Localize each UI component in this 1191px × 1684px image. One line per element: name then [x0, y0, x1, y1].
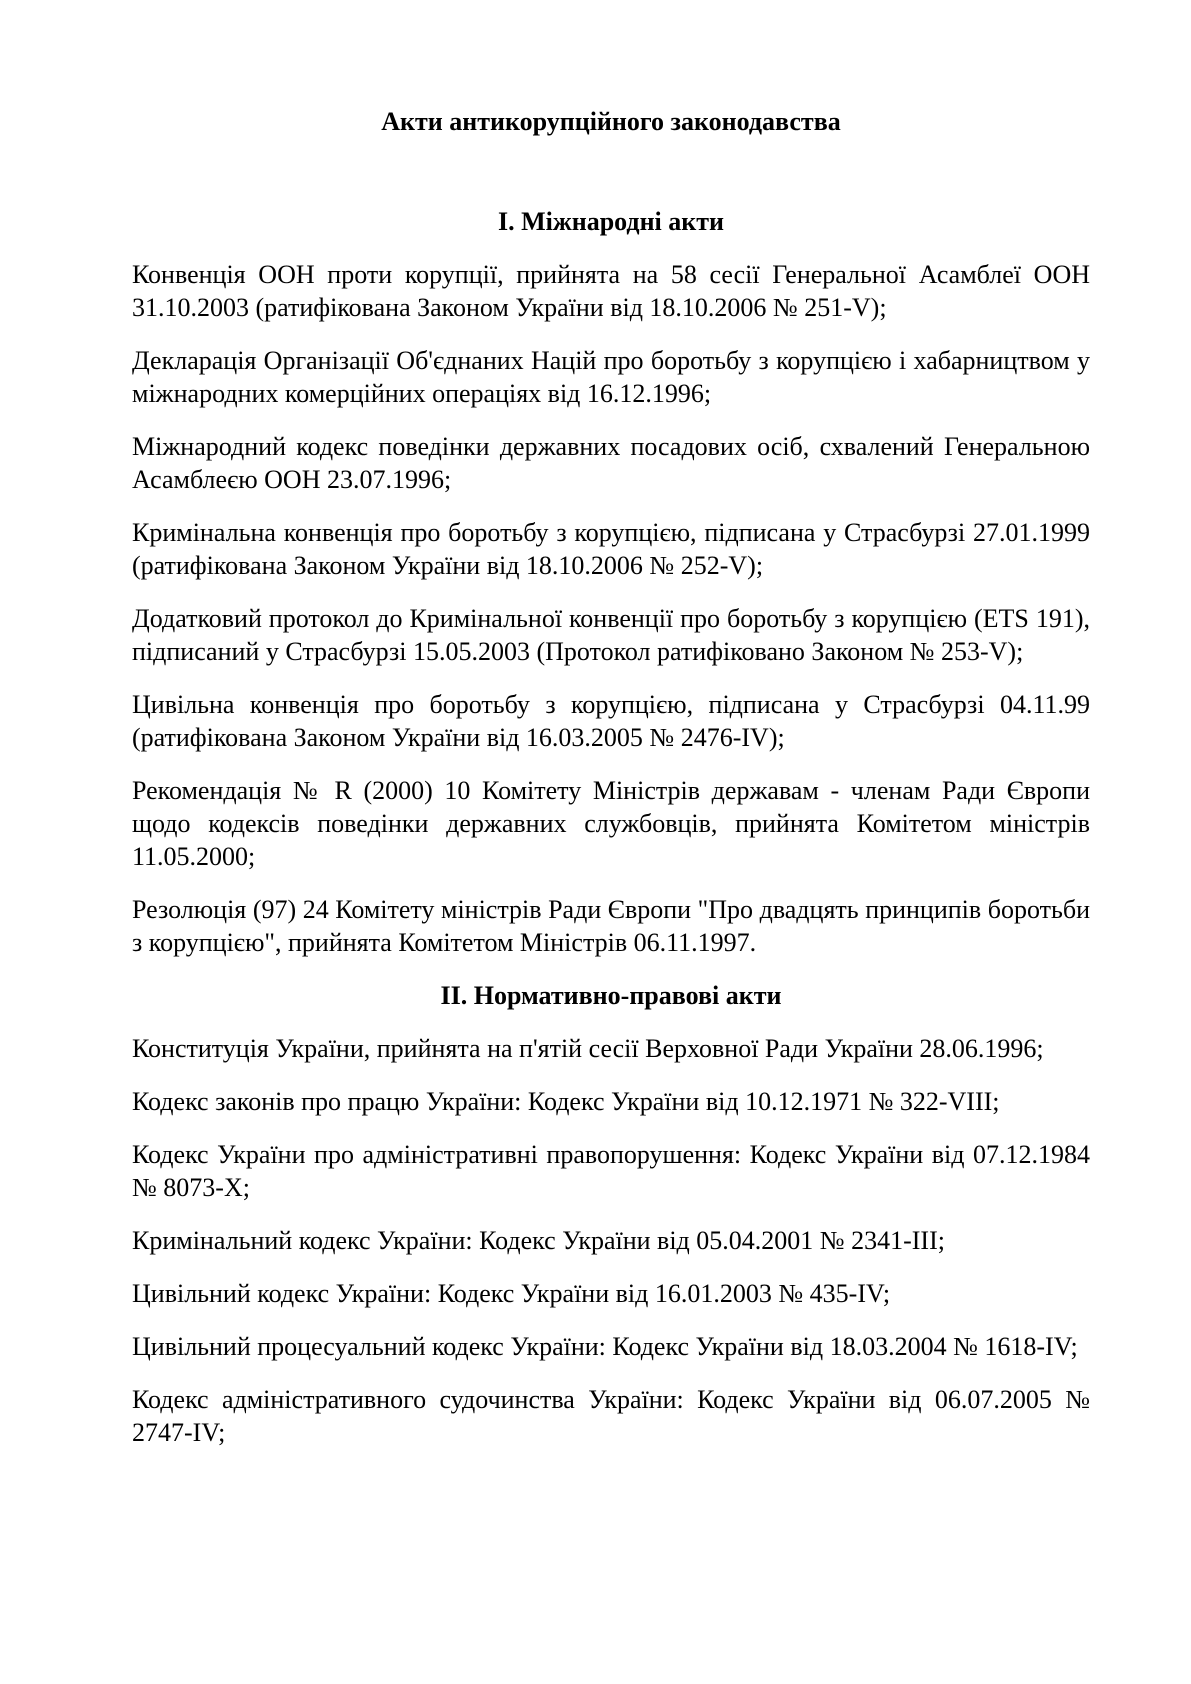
paragraph-criminal-convention: Кримінальна конвенція про боротьбу з корупцією, підписана у Страсбурзі 27.01.1999 (ратифікована Законом України від 18.10.2006 № 252-V); [132, 518, 1090, 580]
paragraph-recommendation-r-2000-10: Рекомендація № R (2000) 10 Комітету Міністрів державам - членам Ради Європи щодо кодексів поведінки державних службовців, прийнята Комітетом міністрів 11.05.2000; [132, 776, 1090, 871]
paragraph-labor-code: Кодекс законів про працю України: Кодекс України від 10.12.1971 № 322-VIII; [132, 1087, 1000, 1116]
paragraph-un-declaration: Декларація Організації Об'єднаних Націй про боротьбу з корупцією і хабарництвом у міжнародних комерційних операціях від 16.12.1996; [132, 346, 1090, 408]
paragraph-civil-procedure-code: Цивільний процесуальний кодекс України: Кодекс України від 18.03.2004 № 1618-IV; [132, 1332, 1078, 1361]
paragraph-constitution: Конституція України, прийнята на п'ятій сесії Верховної Ради України 28.06.1996; [132, 1034, 1044, 1063]
paragraph-resolution-97-24: Резолюція (97) 24 Комітету міністрів Ради Європи "Про двадцять принципів боротьби з корупцією", прийнята Комітетом Міністрів 06.11.1997. [132, 895, 1090, 957]
document-title: Акти антикорупційного законодавства [381, 107, 841, 136]
paragraph-civil-convention: Цивільна конвенція про боротьбу з корупцією, підписана у Страсбурзі 04.11.99 (ратифікована Законом України від 16.03.2005 № 2476-IV); [132, 690, 1090, 752]
paragraph-un-convention: Конвенція ООН проти корупції, прийнята на 58 сесії Генеральної Асамблеї ООН 31.10.2003 (ратифікована Законом України від 18.10.2006 № 251-V); [132, 260, 1090, 322]
paragraph-civil-code: Цивільний кодекс України: Кодекс України від 16.01.2003 № 435-IV; [132, 1279, 891, 1308]
section-heading-normative-acts: II. Нормативно-правові акти [440, 981, 782, 1010]
paragraph-additional-protocol: Додатковий протокол до Кримінальної конвенції про боротьбу з корупцією (ETS 191), підписаний у Страсбурзі 15.05.2003 (Протокол ратифіковано Законом № 253-V); [132, 604, 1090, 666]
document-content [132, 105, 1090, 1469]
section-heading-international-acts: I. Міжнародні акти [497, 207, 724, 236]
paragraph-international-code-of-conduct: Міжнародний кодекс поведінки державних посадових осіб, схвалений Генеральною Асамблеєю ООН 23.07.1996; [132, 432, 1090, 494]
paragraph-criminal-code: Кримінальний кодекс України: Кодекс України від 05.04.2001 № 2341-III; [132, 1226, 945, 1255]
paragraph-administrative-justice-code: Кодекс адміністративного судочинства України: Кодекс України від 06.07.2005 № 2747-IV; [132, 1385, 1090, 1447]
paragraph-administrative-offenses-code: Кодекс України про адміністративні правопорушення: Кодекс України від 07.12.1984 № 8073-X; [132, 1140, 1090, 1202]
